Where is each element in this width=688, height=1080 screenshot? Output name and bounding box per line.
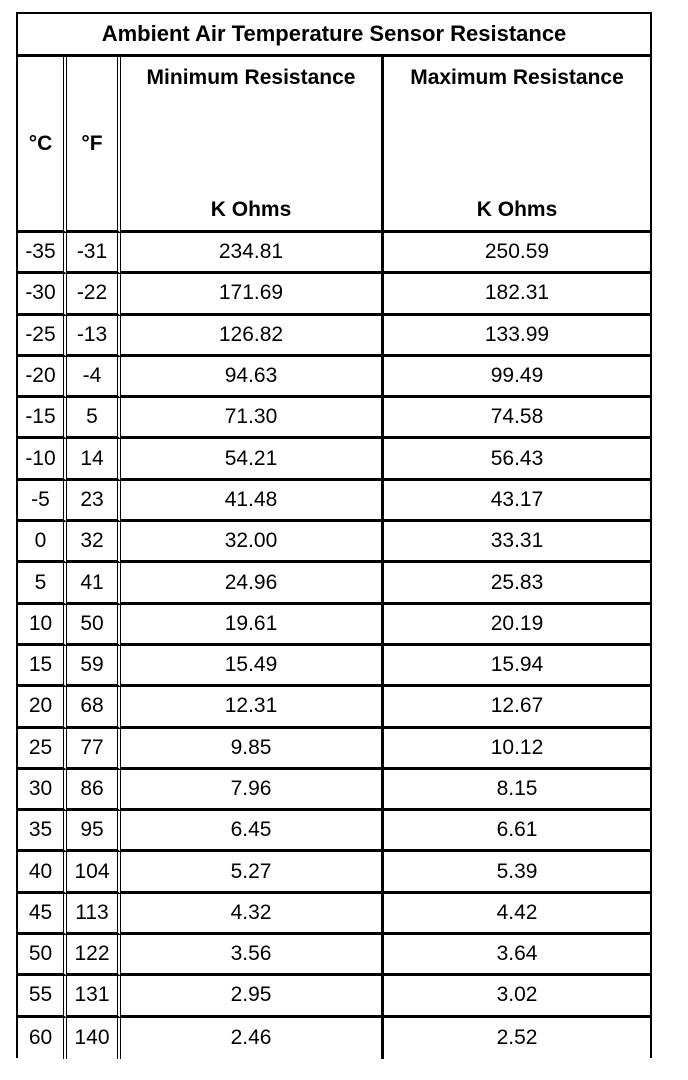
cell-fahrenheit: -22 (67, 274, 121, 315)
cell-min-resistance: 32.00 (121, 522, 384, 563)
cell-min-resistance: 234.81 (121, 233, 384, 274)
table-row (18, 398, 650, 439)
cell-min-resistance: 6.45 (121, 811, 384, 852)
table-row (18, 522, 650, 563)
cell-min-resistance: 2.95 (121, 976, 384, 1017)
cell-celsius: 5 (18, 563, 67, 604)
cell-celsius: -35 (18, 233, 67, 274)
cell-fahrenheit: 14 (67, 439, 121, 480)
cell-fahrenheit: 86 (67, 770, 121, 811)
cell-celsius: 20 (18, 687, 67, 728)
cell-fahrenheit: 5 (67, 398, 121, 439)
table-row (18, 274, 650, 315)
cell-min-resistance: 2.46 (121, 1018, 384, 1059)
cell-celsius: 0 (18, 522, 67, 563)
table-row (18, 935, 650, 976)
cell-min-resistance: 7.96 (121, 770, 384, 811)
cell-max-resistance: 6.61 (384, 811, 650, 852)
cell-max-resistance: 25.83 (384, 563, 650, 604)
cell-min-resistance: 24.96 (121, 563, 384, 604)
cell-fahrenheit: 68 (67, 687, 121, 728)
table-row (18, 646, 650, 687)
header-minimum-resistance (121, 57, 384, 233)
table-row (18, 729, 650, 770)
cell-fahrenheit: 113 (67, 894, 121, 935)
cell-max-resistance: 20.19 (384, 605, 650, 646)
cell-celsius: -10 (18, 439, 67, 480)
cell-min-resistance: 4.32 (121, 894, 384, 935)
cell-fahrenheit: 131 (67, 976, 121, 1017)
table-row (18, 481, 650, 522)
cell-min-resistance: 12.31 (121, 687, 384, 728)
cell-celsius: 50 (18, 935, 67, 976)
table-row (18, 811, 650, 852)
cell-fahrenheit: 104 (67, 852, 121, 893)
cell-min-resistance: 171.69 (121, 274, 384, 315)
cell-fahrenheit: 77 (67, 729, 121, 770)
cell-celsius: 55 (18, 976, 67, 1017)
cell-fahrenheit: 50 (67, 605, 121, 646)
cell-fahrenheit: -31 (67, 233, 121, 274)
cell-max-resistance: 12.67 (384, 687, 650, 728)
cell-fahrenheit: 41 (67, 563, 121, 604)
table-row (18, 233, 650, 274)
cell-min-resistance: 3.56 (121, 935, 384, 976)
cell-celsius: 35 (18, 811, 67, 852)
cell-fahrenheit: -13 (67, 316, 121, 357)
cell-max-resistance: 74.58 (384, 398, 650, 439)
header-celsius: °C (18, 57, 67, 233)
cell-max-resistance: 133.99 (384, 316, 650, 357)
cell-max-resistance: 250.59 (384, 233, 650, 274)
table-row (18, 316, 650, 357)
cell-fahrenheit: 59 (67, 646, 121, 687)
cell-fahrenheit: 122 (67, 935, 121, 976)
table-row (18, 357, 650, 398)
cell-min-resistance: 5.27 (121, 852, 384, 893)
cell-min-resistance: 41.48 (121, 481, 384, 522)
cell-min-resistance: 19.61 (121, 605, 384, 646)
header-max-unit: K Ohms (476, 198, 558, 221)
cell-max-resistance: 3.02 (384, 976, 650, 1017)
table-row (18, 687, 650, 728)
table-row (18, 770, 650, 811)
cell-celsius: -30 (18, 274, 67, 315)
header-fahrenheit: °F (67, 57, 121, 233)
header-row (18, 57, 650, 233)
cell-max-resistance: 2.52 (384, 1018, 650, 1059)
table-row (18, 439, 650, 480)
table-body (18, 233, 650, 1059)
cell-max-resistance: 15.94 (384, 646, 650, 687)
cell-min-resistance: 94.63 (121, 357, 384, 398)
cell-fahrenheit: -4 (67, 357, 121, 398)
resistance-table (18, 57, 650, 1059)
table-row (18, 852, 650, 893)
table-row (18, 605, 650, 646)
table-row (18, 976, 650, 1017)
cell-celsius: -25 (18, 316, 67, 357)
header-min-label: Minimum Resistance (146, 66, 356, 89)
cell-min-resistance: 15.49 (121, 646, 384, 687)
cell-celsius: 45 (18, 894, 67, 935)
cell-max-resistance: 33.31 (384, 522, 650, 563)
cell-min-resistance: 126.82 (121, 316, 384, 357)
cell-min-resistance: 9.85 (121, 729, 384, 770)
cell-max-resistance: 3.64 (384, 935, 650, 976)
cell-celsius: 25 (18, 729, 67, 770)
cell-min-resistance: 54.21 (121, 439, 384, 480)
cell-max-resistance: 8.15 (384, 770, 650, 811)
cell-celsius: -15 (18, 398, 67, 439)
cell-max-resistance: 5.39 (384, 852, 650, 893)
table-title: Ambient Air Temperature Sensor Resistance (18, 14, 650, 57)
cell-celsius: -20 (18, 357, 67, 398)
cell-max-resistance: 10.12 (384, 729, 650, 770)
cell-fahrenheit: 95 (67, 811, 121, 852)
header-maximum-resistance (384, 57, 650, 233)
cell-celsius: 60 (18, 1018, 67, 1059)
cell-celsius: 15 (18, 646, 67, 687)
cell-celsius: 10 (18, 605, 67, 646)
header-max-label: Maximum Resistance (410, 66, 624, 89)
cell-fahrenheit: 140 (67, 1018, 121, 1059)
table-row (18, 563, 650, 604)
cell-max-resistance: 99.49 (384, 357, 650, 398)
table-row (18, 894, 650, 935)
cell-min-resistance: 71.30 (121, 398, 384, 439)
cell-max-resistance: 4.42 (384, 894, 650, 935)
cell-celsius: 40 (18, 852, 67, 893)
cell-max-resistance: 56.43 (384, 439, 650, 480)
cell-max-resistance: 182.31 (384, 274, 650, 315)
cell-celsius: 30 (18, 770, 67, 811)
resistance-table-sheet (16, 12, 652, 1058)
cell-celsius: -5 (18, 481, 67, 522)
cell-max-resistance: 43.17 (384, 481, 650, 522)
cell-fahrenheit: 32 (67, 522, 121, 563)
table-row (18, 1018, 650, 1059)
cell-fahrenheit: 23 (67, 481, 121, 522)
header-min-unit: K Ohms (210, 198, 292, 221)
